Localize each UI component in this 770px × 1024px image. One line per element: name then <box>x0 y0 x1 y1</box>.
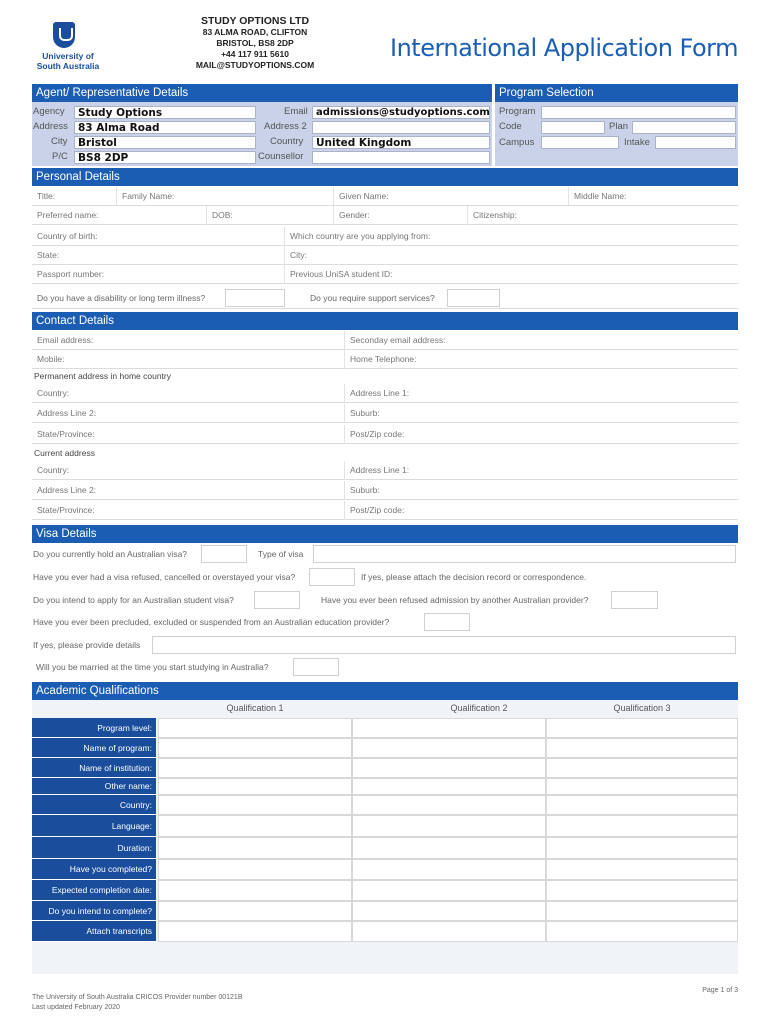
intake-label: Intake <box>624 137 650 148</box>
qualification-3-cell[interactable] <box>546 815 738 837</box>
pc-label: P/C <box>52 151 68 162</box>
qualification-row-label: Do you intend to complete? <box>32 901 156 921</box>
qualification-3-cell[interactable] <box>546 758 738 778</box>
title-field[interactable]: Title: <box>37 191 56 201</box>
personal-heading: Personal Details <box>32 168 738 186</box>
qualification-row-label: Name of program: <box>32 738 156 758</box>
intake-field[interactable] <box>655 136 736 149</box>
qualification-2-cell[interactable] <box>352 880 546 901</box>
previous-student-id-field[interactable]: Previous UniSA student ID: <box>284 265 738 284</box>
address-field[interactable]: 83 Alma Road <box>74 121 256 134</box>
curr-state-field[interactable]: State/Province: <box>37 505 95 515</box>
form-title: International Application Form <box>390 34 738 62</box>
qualification-row-label: Attach transcripts <box>32 921 156 942</box>
visa-type-label: Type of visa <box>258 549 304 559</box>
code-field[interactable] <box>541 121 605 134</box>
hold-visa-input[interactable] <box>201 545 247 563</box>
qualification-row-label: Name of institution: <box>32 758 156 778</box>
curr-country-field[interactable]: Country: <box>37 465 70 475</box>
details-label: If yes, please provide details <box>33 640 141 650</box>
qualification-2-cell[interactable] <box>352 837 546 859</box>
page-header <box>0 0 770 82</box>
personal-row <box>32 187 738 206</box>
sender-line: +44 117 911 5610 <box>221 49 289 59</box>
disability-question: Do you have a disability or long term illness? <box>37 293 206 303</box>
qualification-3-cell[interactable] <box>546 778 738 795</box>
perm-postcode-field[interactable]: Post/Zip code: <box>344 425 738 444</box>
email-address-field[interactable]: Email address: <box>37 335 94 345</box>
email-field[interactable]: admissions@studyoptions.com <box>312 106 490 119</box>
student-visa-input[interactable] <box>254 591 300 609</box>
qualification-2-cell[interactable] <box>352 795 546 815</box>
qualification-2-cell[interactable] <box>352 859 546 880</box>
visa-heading: Visa Details <box>32 525 738 543</box>
qualification-3-cell[interactable] <box>546 921 738 942</box>
contact-heading: Contact Details <box>32 312 738 330</box>
address-row <box>32 404 738 423</box>
campus-field[interactable] <box>541 136 619 149</box>
campus-label: Campus <box>499 137 535 148</box>
qualification-row-label: Program level: <box>32 718 156 738</box>
state-field[interactable]: State: <box>37 250 60 260</box>
dob-field[interactable]: DOB: <box>206 206 333 225</box>
home-telephone-field[interactable]: Home Telephone: <box>344 350 738 369</box>
code-label: Code <box>499 121 522 132</box>
address-row <box>32 425 738 444</box>
plan-label: Plan <box>609 121 629 132</box>
address-label: Address <box>33 121 68 132</box>
country-of-birth-field[interactable]: Country of birth: <box>37 231 98 241</box>
qualification-3-header: Qualification 3 <box>613 703 671 713</box>
logo-text: University of South Australia <box>36 51 100 71</box>
current-address-heading: Current address <box>34 448 95 458</box>
qualification-2-header: Qualification 2 <box>450 703 508 713</box>
address-row <box>32 481 738 500</box>
family-name-field[interactable]: Family Name: <box>116 187 333 206</box>
shield-icon <box>53 22 75 48</box>
qualification-2-cell[interactable] <box>352 815 546 837</box>
address2-field[interactable] <box>312 121 490 134</box>
qualification-2-cell[interactable] <box>352 718 546 738</box>
sender-block <box>160 16 350 71</box>
counsellor-field[interactable] <box>312 151 490 164</box>
visa-refused-note: If yes, please attach the decision record or correspondence. <box>361 572 587 582</box>
curr-suburb-field[interactable]: Suburb: <box>344 481 738 500</box>
precluded-input[interactable] <box>424 613 470 631</box>
qualification-3-cell[interactable] <box>546 859 738 880</box>
qualification-3-cell[interactable] <box>546 795 738 815</box>
support-input[interactable] <box>447 289 500 307</box>
qualification-2-cell[interactable] <box>352 921 546 942</box>
perm-suburb-field[interactable]: Suburb: <box>344 404 738 423</box>
given-name-field[interactable]: Given Name: <box>333 187 568 206</box>
details-input[interactable] <box>152 636 736 654</box>
qualification-3-cell[interactable] <box>546 718 738 738</box>
contact-row <box>32 331 738 350</box>
qualification-1-header: Qualification 1 <box>226 703 284 713</box>
visa-type-input[interactable] <box>313 545 736 563</box>
married-input[interactable] <box>293 658 339 676</box>
qualification-2-cell[interactable] <box>352 778 546 795</box>
email-label: Email <box>284 106 308 117</box>
qualification-row-label: Other name: <box>32 778 156 795</box>
qualification-1-cell[interactable] <box>158 738 352 758</box>
academic-heading: Academic Qualifications <box>32 682 738 700</box>
sender-line: BRISTOL, BS8 2DP <box>216 38 294 48</box>
visa-refused-question: Have you ever had a visa refused, cancelled or overstayed your visa? <box>33 572 296 582</box>
sender-line: MAIL@STUDYOPTIONS.COM <box>195 60 315 70</box>
disability-input[interactable] <box>225 289 285 307</box>
qualification-3-cell[interactable] <box>546 738 738 758</box>
precluded-question: Have you ever been precluded, excluded or suspended from an Australian education provider? <box>33 617 390 627</box>
qualification-1-cell[interactable] <box>158 758 352 778</box>
student-visa-question: Do you intend to apply for an Australian student visa? <box>33 595 234 605</box>
mobile-field[interactable]: Mobile: <box>37 354 65 364</box>
city-field[interactable]: City: <box>284 246 738 265</box>
qualification-3-cell[interactable] <box>546 901 738 921</box>
page-number: Page 1 of 3 <box>702 987 738 994</box>
agency-label: Agency <box>33 106 65 117</box>
agent-heading: Agent/ Representative Details <box>32 84 492 102</box>
qualification-2-cell[interactable] <box>352 758 546 778</box>
admission-refused-input[interactable] <box>611 591 658 609</box>
qualification-row-label: Expected completion date: <box>32 880 156 901</box>
qualification-2-cell[interactable] <box>352 738 546 758</box>
qualification-row-label: Have you completed? <box>32 859 156 880</box>
program-field[interactable] <box>541 106 736 119</box>
qualification-row-label: Duration: <box>32 837 156 859</box>
city-label: City <box>51 136 68 147</box>
curr-postcode-field[interactable]: Post/Zip code: <box>344 501 738 520</box>
hold-visa-question: Do you currently hold an Australian visa? <box>33 549 188 559</box>
postcode-field[interactable]: BS8 2DP <box>74 151 256 164</box>
qualification-1-cell[interactable] <box>158 815 352 837</box>
passport-field[interactable]: Passport number: <box>37 269 105 279</box>
secondary-email-field[interactable]: Seconday email address: <box>344 331 738 350</box>
program-label: Program <box>499 106 536 117</box>
qualification-3-cell[interactable] <box>546 880 738 901</box>
citizenship-field[interactable]: Citizenship: <box>467 206 738 225</box>
university-logo <box>28 22 108 71</box>
personal-row <box>32 206 738 225</box>
qualification-1-cell[interactable] <box>158 795 352 815</box>
address-row <box>32 384 738 403</box>
contact-row <box>32 350 738 369</box>
qualification-row-label: Country: <box>32 795 156 815</box>
country-label: Country <box>270 136 304 147</box>
perm-country-field[interactable]: Country: <box>37 388 70 398</box>
admission-refused-question: Have you ever been refused admission by another Australian provider? <box>321 595 589 605</box>
support-question: Do you require support services? <box>310 293 435 303</box>
qualification-1-cell[interactable] <box>158 778 352 795</box>
gender-field[interactable]: Gender: <box>333 206 467 225</box>
qualification-row-label: Language: <box>32 815 156 837</box>
country-field[interactable]: United Kingdom <box>312 136 490 149</box>
qualification-1-cell[interactable] <box>158 901 352 921</box>
middle-name-field[interactable]: Middle Name: <box>568 187 738 206</box>
sender-name: STUDY OPTIONS LTD <box>200 15 310 27</box>
qualification-1-cell[interactable] <box>158 837 352 859</box>
address-row <box>32 461 738 480</box>
cricos-line: The University of South Australia CRICOS Provider number 00121B <box>32 994 243 1001</box>
qualification-1-cell[interactable] <box>158 859 352 880</box>
footer-note <box>32 993 243 1013</box>
sender-line: 83 ALMA ROAD, CLIFTON <box>202 27 308 37</box>
applying-from-field[interactable]: Which country are you applying from: <box>284 227 738 246</box>
city-field[interactable]: Bristol <box>74 136 256 149</box>
address2-label: Address 2 <box>264 121 307 132</box>
qualification-1-cell[interactable] <box>158 880 352 901</box>
updated-line: Last updated February 2020 <box>32 1004 120 1011</box>
personal-row <box>32 265 738 284</box>
perm-address1-field[interactable]: Address Line 1: <box>344 384 738 403</box>
preferred-name-field[interactable]: Preferred name: <box>37 210 99 220</box>
agency-field[interactable]: Study Options <box>74 106 256 119</box>
married-question: Will you be married at the time you start studying in Australia? <box>36 662 269 672</box>
permanent-address-heading: Permanent address in home country <box>34 371 172 381</box>
perm-state-field[interactable]: State/Province: <box>37 429 95 439</box>
qualification-1-cell[interactable] <box>158 718 352 738</box>
curr-address2-field[interactable]: Address Line 2: <box>37 485 97 495</box>
qualification-2-cell[interactable] <box>352 901 546 921</box>
perm-address2-field[interactable]: Address Line 2: <box>37 408 97 418</box>
qualification-1-cell[interactable] <box>158 921 352 942</box>
qualification-3-cell[interactable] <box>546 837 738 859</box>
visa-refused-input[interactable] <box>309 568 355 586</box>
plan-field[interactable] <box>632 121 736 134</box>
personal-row <box>32 246 738 265</box>
counsellor-label: Counsellor <box>258 151 304 162</box>
program-heading: Program Selection <box>495 84 738 102</box>
address-row <box>32 501 738 520</box>
personal-row <box>32 227 738 246</box>
curr-address1-field[interactable]: Address Line 1: <box>344 461 738 480</box>
